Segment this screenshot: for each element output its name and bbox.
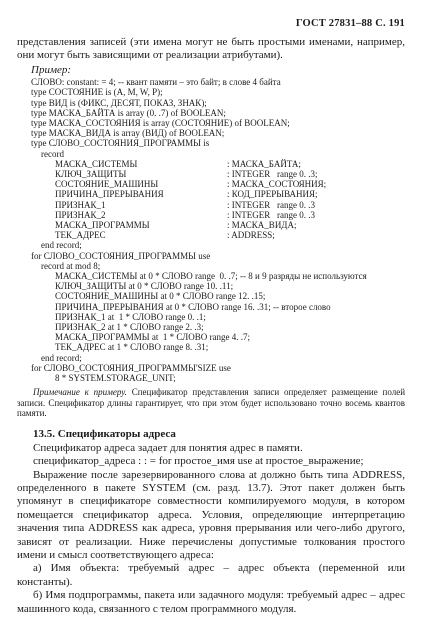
paragraph: Выражение после зарезервированного слова at должно быть типа ADDRESS, определенного в пакете SYSTEM (см. разд. 13.7). Этот пакет должен быть упомянут в спецификаторе совместности компилируемого модуля, в котором помещается спецификатор адреса. Условия, определяющие интерпретацию значения типа ADDRESS как адреса, уровня прерывания или чего-либо другого, зависят от реализации. Ниже перечислены допустимые толкования простого имени и смысл соответствующего адреса: [17,468,405,561]
field-type: : МАСКА_ВИДА; [227,219,297,230]
field-name: ТЕК_АДРЕС [55,230,106,241]
example-label: Пример: [31,63,72,76]
component-clause: МАСКА_СИСТЕМЫ at 0 * СЛОВО range 0. .7; -- 8 и 9 разряды не используются [55,270,367,281]
list-item: а) Имя объекта: требуемый адрес – адрес объекта (переменной или константы). [17,562,405,588]
list-item: б) Имя подпрограммы, пакета или задачного модуля: требуемый адрес – адрес машинного кода, связанного с телом программного модуля. [17,589,405,615]
field-type: : INTEGER range 0. .3 [227,209,315,220]
field-type: : МАСКА_БАЙТА; [227,158,301,169]
page-header: ГОСТ 27831–88 С. 191 [295,18,405,29]
record-field [31,210,405,220]
code-line: type ВИД is (ФИКС, ДЕСЯТ, ПОКАЗ, ЗНАК); [31,97,207,108]
component-clause: КЛЮЧ_ЗАЩИТЫ at 0 * СЛОВО range 10. .11; [55,281,234,292]
record-at-line: record at mod 8; [41,260,101,271]
code-line: СЛОВО: constant: = 4; -- квант памяти – это байт; в слове 4 байта [31,77,281,88]
field-name: ПРИЗНАК_2 [55,209,106,220]
field-name: МАСКА_ПРОГРАММЫ [55,219,150,230]
record-field [31,189,405,199]
component-clause: ПРИЗНАК_2 at 1 * СЛОВО range 2. .3; [55,321,204,332]
component-clause: МАСКА_ПРОГРАММЫ at 1 * СЛОВО range 4. .7; [55,332,250,343]
end-record: end record; [41,240,82,251]
component-clause: ПРИЗНАК_1 at 1 * СЛОВО range 0. .1; [55,311,206,322]
code-line: 8 * SYSTEM.STORAGE_UNIT; [55,372,176,383]
component-clause: ТЕК_АДРЕС at 1 * СЛОВО range 8. .31; [55,342,209,353]
intro-paragraph: представления записей (эти имена могут не быть простыми именами, например, они могут быть зависящими от реализации атрибутами). [17,36,405,62]
code-block [17,77,405,383]
code-line: type СЛОВО_СОСТОЯНИЯ_ПРОГРАММЫ is [31,138,210,149]
note-label: Примечание к примеру. [33,387,127,398]
section-title: 13.5. Спецификаторы адреса [33,427,176,440]
record-field [31,220,405,230]
code-line: for СЛОВО_СОСТОЯНИЯ_ПРОГРАММЫ use [31,250,211,261]
field-name: КЛЮЧ_ЗАЩИТЫ [55,169,127,180]
note-text: Спецификатор представления записи определяет размещение полей записи. Спецификатор длины гарантирует, что при этом будет использовано точно восемь квантов памяти. [17,387,406,419]
field-type: : КОД_ПРЕРЫВАНИЯ; [227,189,318,200]
record-field [31,169,405,179]
code-line: for СЛОВО_СОСТОЯНИЯ_ПРОГРАММЫ'SIZE use [31,362,231,373]
record-field [31,159,405,169]
field-type: : INTEGER range 0. .3; [227,169,318,180]
code-line: type МАСКА_СОСТОЯНИЯ is array (СОСТОЯНИЕ) of BOOLEAN; [31,118,290,129]
record-field [31,230,405,240]
record-field [31,179,405,189]
record-keyword: record [41,148,64,159]
field-name: ПРИЗНАК_1 [55,199,106,210]
field-name: СОСТОЯНИЕ_МАШИНЫ [55,179,159,190]
field-type: : INTEGER range 0. .3 [227,199,315,210]
field-type: : ADDRESS; [227,230,275,241]
field-type: : МАСКА_СОСТОЯНИЯ; [227,179,327,190]
field-name: МАСКА_СИСТЕМЫ [55,158,138,169]
component-clause: ПРИЧИНА_ПРЕРЫВАНИЯ at 0 * СЛОВО range 16. .31; -- второе слово [55,301,331,312]
paragraph: Спецификатор адреса задает для понятия адрес в памяти. [33,441,303,454]
page-content [17,36,405,616]
code-line: type СОСТОЯНИЕ is (A, M, W, P); [31,87,163,98]
field-name: ПРИЧИНА_ПРЕРЫВАНИЯ [55,189,164,200]
code-line: type МАСКА_БАЙТА is array (0. .7) of BOOLEAN; [31,107,226,118]
component-clause: СОСТОЯНИЕ_МАШИНЫ at 0 * СЛОВО range 12. .15; [55,291,266,302]
syntax-rule: спецификатор_адреса : : = for простое_имя use at простое_выражение; [33,455,364,468]
example-note [17,387,405,419]
interpretation-list [17,562,405,616]
record-field [31,200,405,210]
end-record: end record; [41,352,82,363]
code-line: type МАСКА_ВИДА is array (ВИД) of BOOLEAN; [31,128,225,139]
